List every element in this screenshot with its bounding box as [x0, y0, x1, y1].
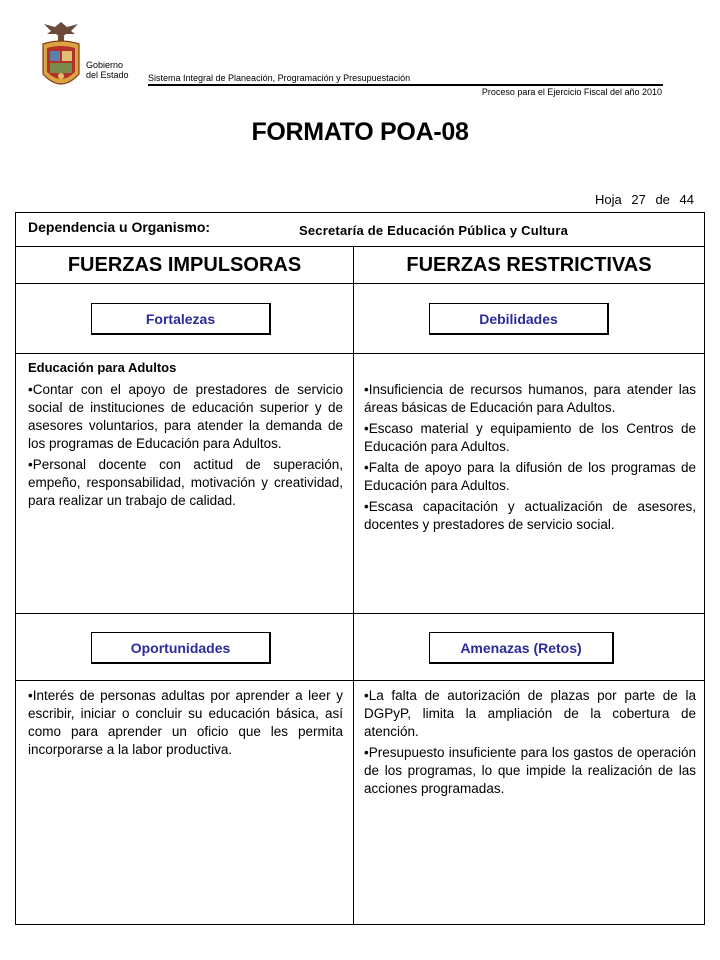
- fiscal-process: Proceso para el Ejercicio Fiscal del año 2010: [481, 87, 662, 97]
- restraining-forces-header: FUERZAS RESTRICTIVAS: [406, 253, 652, 276]
- swot-table: [15, 212, 705, 925]
- strength-item: •Contar con el apoyo de prestadores de servicio social de instituciones de educación superior y de asesores voluntarios, para atender la demanda de los programas de Educación para Adultos.: [28, 382, 343, 451]
- strengths-label: Fortalezas: [91, 303, 271, 335]
- page-title: FORMATO POA-08: [251, 118, 469, 146]
- weaknesses-content: [364, 381, 696, 537]
- weakness-item: •Insuficiencia de recursos humanos, para atender las áreas básicas de Educación para Adultos.: [364, 382, 696, 415]
- government-line-1: Gobierno: [86, 60, 124, 70]
- weakness-item: •Falta de apoyo para la difusión de los programas de Educación para Adultos.: [364, 460, 696, 493]
- column-divider: [353, 247, 354, 924]
- strengths-heading: Educación para Adultos: [28, 360, 177, 375]
- opportunities-label: Oportunidades: [91, 632, 271, 664]
- threat-item: •Presupuesto insuficiente para los gastos de operación de los programas, lo que impide la realización de las acciones programadas.: [364, 745, 696, 796]
- divider: [16, 283, 704, 284]
- divider: [16, 680, 704, 681]
- page-counter: [595, 192, 694, 207]
- opportunity-item: •Interés de personas adultas por aprender a leer y escribir, iniciar o concluir su educación básica, así como para aprender un oficio que les permita incorporarse a la labor productiva.: [28, 688, 343, 757]
- divider: [16, 353, 704, 354]
- strengths-content: [28, 359, 343, 513]
- system-name: Sistema Integral de Planeación, Programación y Presupuestación: [148, 73, 411, 83]
- threats-label: Amenazas (Retos): [429, 632, 614, 664]
- page-total: 44: [679, 192, 694, 207]
- weakness-item: •Escaso material y equipamiento de los Centros de Educación para Adultos.: [364, 421, 696, 454]
- opportunities-content: [28, 687, 343, 762]
- government-line-2: del Estado: [86, 70, 129, 80]
- strength-item: •Personal docente con actitud de superación, empeño, responsabilidad, motivación y creatividad, para realizar un trabajo de calidad.: [28, 457, 343, 508]
- dependency-label: Dependencia u Organismo:: [28, 219, 211, 235]
- header-rule: [148, 84, 663, 86]
- page-of-label: de: [655, 192, 670, 207]
- state-seal-logo: [38, 18, 84, 94]
- threats-content: [364, 687, 696, 801]
- page-label: Hoja: [594, 192, 622, 207]
- weaknesses-label: Debilidades: [429, 303, 609, 335]
- page-current: 27: [631, 192, 646, 207]
- weakness-item: •Escasa capacitación y actualización de asesores, docentes y prestadores de servicio social.: [364, 499, 696, 532]
- driving-forces-header: FUERZAS IMPULSORAS: [67, 253, 302, 276]
- government-label: [86, 60, 129, 80]
- dependency-value: Secretaría de Educación Pública y Cultura: [299, 223, 569, 238]
- threat-item: •La falta de autorización de plazas por parte de la DGPyP, limita la ampliación de la cobertura de atención.: [364, 688, 696, 739]
- divider: [16, 613, 704, 614]
